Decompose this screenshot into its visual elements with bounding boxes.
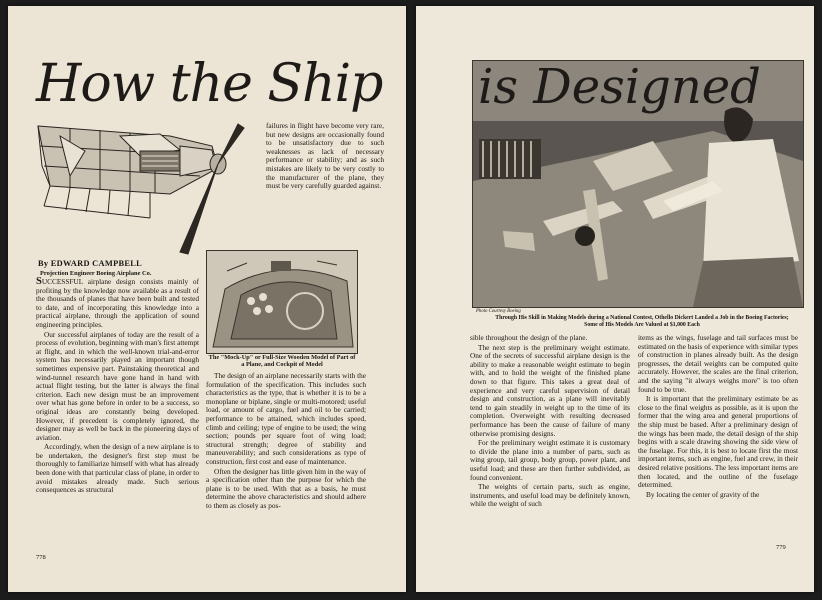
byline-role: Projection Engineer Boeing Airplane Co. (40, 270, 152, 277)
page-number-left: 778 (36, 554, 46, 561)
left-page-left-column (36, 278, 199, 496)
paragraph: Often the designer has little given him in the way of a specification other than the purpose for which the plane is to be used. With that as a basis, he must determine the above characteristics and should adhere to them as closely as pos- (206, 466, 366, 510)
right-page (416, 6, 814, 592)
byline: By EDWARD CAMPBELL (38, 259, 143, 268)
paragraph: items as the wings, fuselage and tail surfaces must be estimated on the basis of experience with similar types of construction in planes already built. As the design progresses, the detail weights can be computed quite accurately. However, the scales are the final criterion, and the saying "it always weighs more" is too often found to be true. (638, 333, 798, 394)
paragraph: Our successful airplanes of today are the result of a process of evolution, beginning with man's first attempt at flight, and in which the well-known trial-and-error system has necessarily played an important though sometimes expensive part. Painstaking theoretical and wind-tunnel research have gone hand in hand with actual flight testing, but the latter is always the final criterion. Each new design must be an improvement over what has gone before in order to be a success, so original ideas are constantly being developed. However, if precedent is completely ignored, the designer may as well be back in the pioneering days of aviation. (36, 329, 199, 442)
paragraph: sible throughout the design of the plane. (470, 333, 588, 342)
left-page-top-right-column (266, 122, 384, 192)
paragraph: SUCCESSFUL airplane design consists mainly of profiting by the knowledge now available as a result of the thousands of planes that have been built and tested to date, and of incorporating this knowledge into a practical airplane, through the application of sound engineering principles. (36, 276, 199, 329)
left-page-middle-column (206, 372, 366, 512)
right-page-right-column (638, 334, 798, 500)
mockup-cockpit-image (207, 251, 357, 353)
paragraph: The weights of certain parts, such as engine, instruments, and useful load may be definitely known, while the weight of such (470, 482, 630, 509)
paragraph: The next step is the preliminary weight estimate. One of the secrets of successful airplane design is the ability to make a reasonable weight estimate to begin with, and to hold the weight of the finished plane down to that figure. This takes a great deal of experience and very careful supervision of detail design and construction, as a plane will inevitably tend to gain steadily in weight up to the time of its completion. Overweight with resulting decreased performance has been the cause of failure of many otherwise promising designs. (470, 342, 630, 438)
photo-credit: Photo Courtesy Boeing (476, 309, 521, 314)
left-page (8, 6, 406, 592)
paragraph: It is important that the preliminary estimate be as close to the final weights as possible, as it is upon the former that the wing area and general proportions of the ship must be based. After a preliminary design of the wings has been made, the detail design of the ship begins with a scale drawing showing the side view of the fuselage. For this, it is best to locate first the most important items, such as engine, fuel and crew, in their desired relative positions. The less important items are then located, and the outline of the fuselage determined. (638, 394, 798, 490)
photo-caption: Through His Skill in Making Models during a National Contest, Othello Dickert Landed a Job in the Boeing Factories; Some of His Models Are Valued at $1,000 Each (495, 315, 789, 328)
left-page-title: How the Ship (36, 54, 383, 114)
page-number-right: 779 (776, 544, 786, 551)
top-right-paragraph: failures in flight have become very rare, but new designs are occasionally found to be unsatisfactory due to such weaknesses as lack of necessary performance or stability; and as such mistakes are likely to be very costly to the manufacturer of the plane, they must be very carefully guarded against. (266, 121, 384, 191)
mockup-caption: The "Mock-Up" or Full-Size Wooden Model of Part of a Plane, and Cockpit of Model (208, 354, 356, 369)
right-page-left-column (470, 334, 630, 510)
right-page-title: is Designed (478, 59, 761, 115)
fuselage-cutaway-illustration (30, 106, 250, 256)
paragraph: Accordingly, when the design of a new airplane is to be undertaken, the designer's first step must be thoroughly to familiarize himself with what has already been done with that particular class of plane, in order to avoid mistakes already made. Such serious consequences as structural (36, 442, 199, 495)
paragraph: By locating the center of gravity of the (646, 489, 760, 499)
mockup-photo (206, 250, 358, 354)
paragraph: For the preliminary weight estimate it is customary to divide the plane into a number of parts, such as wing group, tail group, body group, power plant, and useful load; and these are then further subdivided, as found convenient. (470, 438, 630, 482)
paragraph: The design of an airplane necessarily starts with the formulation of the specification. This includes such characteristics as the type, that is whether it is to be a monoplane or biplane, single or multi-motored; useful load, or amount of cargo, fuel and oil to be carried; performance to be attained, which includes speed, climb and ceiling; type of engine to be used; the wing section; pounds per square foot of wing load; structural strength; degree of stability and maneuverability; and such considerations as type of construction, first cost and ease of maintenance. (206, 371, 366, 466)
